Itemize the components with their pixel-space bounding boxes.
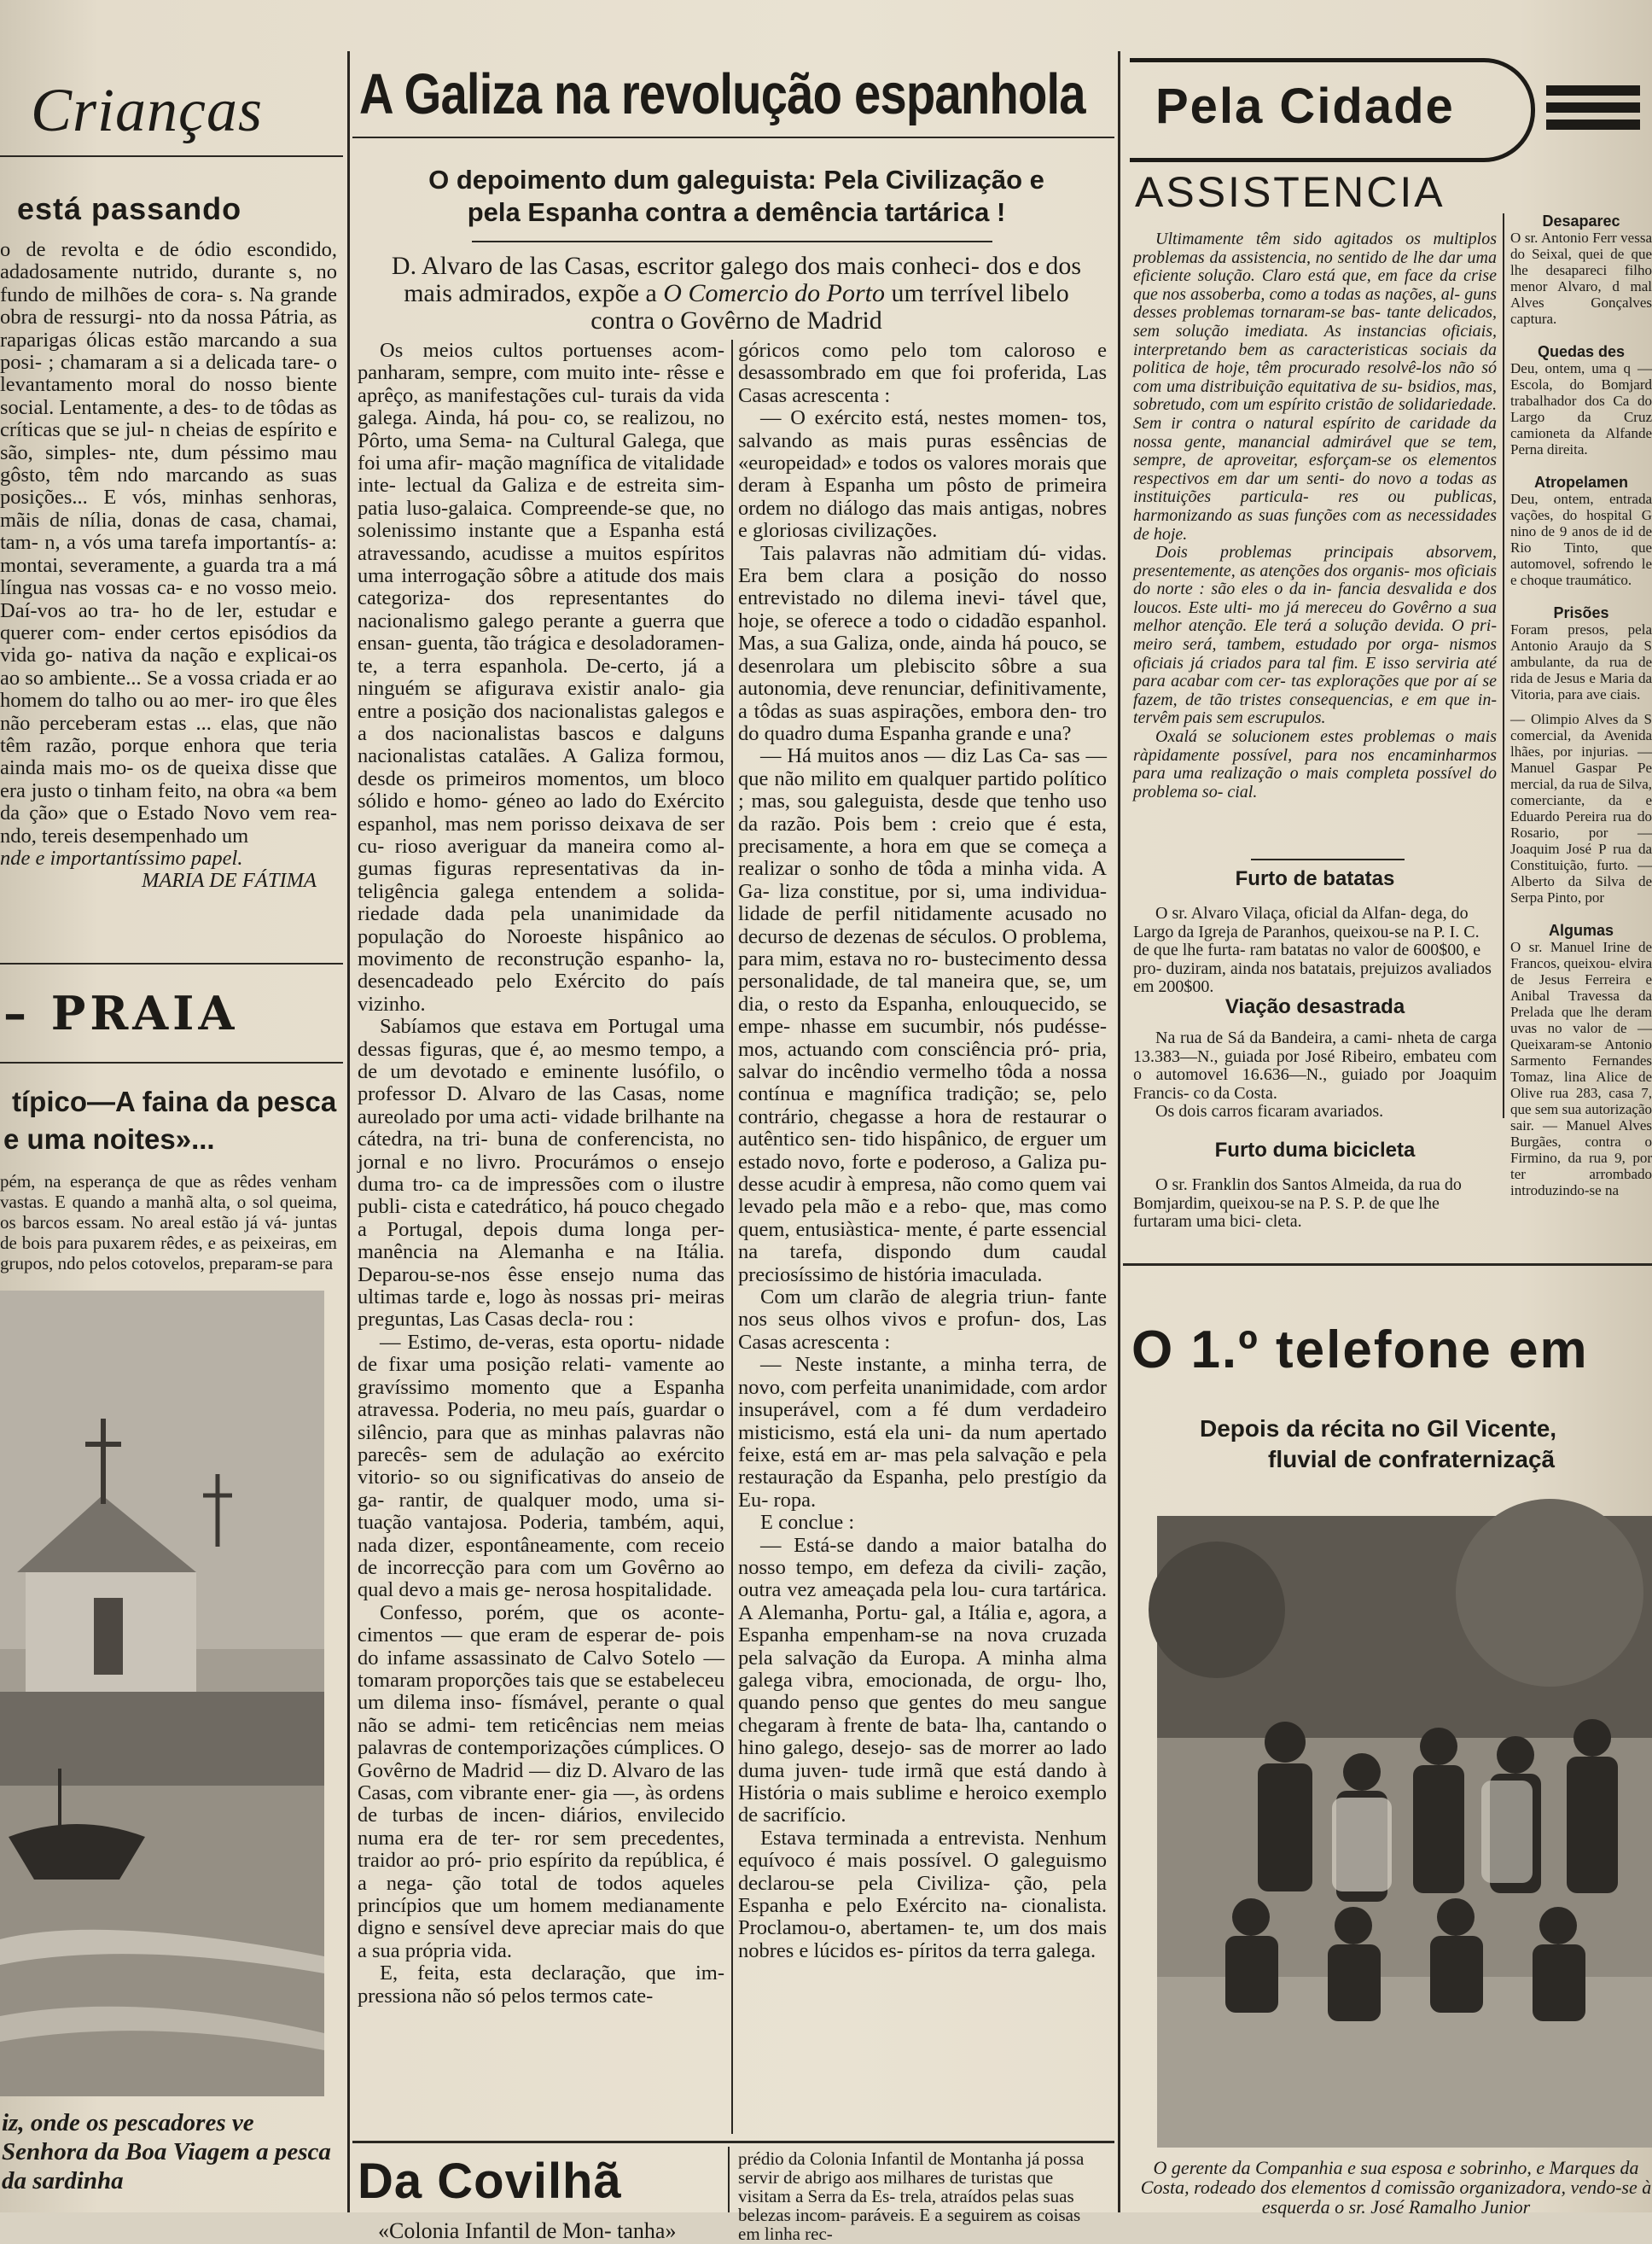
brief-2 [1510, 344, 1652, 458]
brief-6 [1510, 923, 1652, 1198]
brief-3 [1510, 475, 1652, 588]
pela-cidade-banner [1130, 58, 1535, 162]
brief-6-title: Algumas [1548, 922, 1614, 939]
covilha-body: prédio da Colonia Infantil de Montanha já possa servir de abrigo aos milhares de turistas que visitam a Serra da Es- trela, atraídos pelas suas belezas incom- paráveis. E a seguirem as coisas em linha rec- [738, 2148, 1085, 2244]
galiza-col-2 [738, 340, 1107, 1962]
assistencia-body: Ultimamente têm sido agitados os multiplos problemas da assistencia, no sentido de lhe dar uma eficiente solução. Claro está que, em face da crise que nos assoberba, como a todas as nações, al- guns desses problemas tornaram-se bas- tante delicados, sem solução imediata. As instancias oficiais, interpretando bem as caracteristicas sociais da politica de hoje, têm procurado resolvê-los não só com uma distribuição equitativa de su- bsidios, mas, sobretudo, com um espírito cristão de solidariedade. Sem ir contra o natural espírito de caridade da nossa gente, manancial admirável que se tem, sempre, de aproveitar, esforçam-se os elementos respectivos em dar um senti- do novo a todas as instituições particula- res ou publicas, harmonizando as suas funções com as necessidades de hoje. [1133, 230, 1497, 544]
covilha-title: Da Covilhã [358, 2154, 622, 2209]
praia-photo-caption: iz, onde os pescadores ve Senhora da Boa Viagem a pesca da sardinha [2, 2109, 331, 2194]
brief-4 [1510, 605, 1652, 702]
galiza-c1-p1: Os meios cultos portuenses acom- panharam, sempre, com muito inte- rêsse e aprêço, as manifestações cul- turais da vida galega. Ainda, há pou- co, se realizou, no Pôrto, uma Sema- na Cultural Galega, que foi uma afir- mação magnífica de vitalidade inte- lectual da Galiza e de estreita sim- patia luso-galaica. Compreende-se que, no solenissimo instante que a Espanha está atravessando, acudisse a muitos espíritos uma interrogação sôbre a atitude dos mais categoriza- dos representantes do nacionalismo galego perante a guerra que ensan- guenta, tão trágica e desoladoramen- te, a terra espanhola. De-certo, já a ninguém se afigurava existir analo- gia entre a posição dos nacionalistas galegos e a dos nacionalistas bascos e dalguns nacionalistas catalães. A Galiza formou, desde os primeiros momentos, um bloco sólido e homo- géneo ao lado do Exército espanhol, mas nem porisso deixava de ser cu- rioso averiguar da maneira como al- gumas figuras representativas da in- teligência galega entendem a solida- riedade dada pela unanimidade da população do Noroeste hispânico ao movimento de reconstrução espanho- la, desencadeado pelo Exército do país vizinho. [358, 339, 724, 1016]
telefone-subtitle-1: Depois da récita no Gil Vicente, [1200, 1415, 1557, 1442]
galiza-c1-p4: Confesso, porém, que os aconte- cimentos — que eram de esperar de- pois do infame assassinato de Calvo Sotelo — tomaram proporções tais que se estabeleceu um dilema inso- físmável, perante o qual não se admi- tem reticências nem meias palavras de contemporizações cúmplices. O Govêrno de Madrid — diz D. Alvaro de las Casas, com vibrante ener- gia —, às ordens de turbas de incen- diários, envilecido numa era de ter- ror sem precedentes, traidor ao pró- prio espírito da república, é a nega- ção total de todos aqueles princípios que um homem medianamente digno e sensível deve apreciar mais do que a sua própria vida. [358, 1600, 724, 1962]
galiza-intro-b: um terrível libelo contra o Govêrno de Madrid [590, 279, 1069, 335]
galiza-intro [369, 253, 1103, 335]
galiza-c2-p1: góricos como pelo tom caloroso e desassombrado em que foi proferida, Las Casas acrescenta : [738, 339, 1107, 407]
praia-subtitle-1: típico—A faina da pesca [12, 1086, 337, 1117]
group-photo-image [1157, 1516, 1652, 2148]
left-column [0, 0, 343, 2212]
galiza-deck: O depoimento dum galeguista: Pela Civilização e pela Espanha contra a demência tartárica ! [428, 165, 1044, 227]
bicicleta-title: Furto duma bicicleta [1214, 1139, 1416, 1162]
praia-body: pém, na esperança de que as rêdes venham vastas. E quando a manhã alta, o sol queima, os barcos essam. No areal estão já vá- juntas de bois para puxarem rêdes, e as peixeiras, em grupos, ndo pelos cotovelos, preparam-se para [0, 1171, 337, 1274]
telefone-subtitle-2: fluvial de confraternizaçã [1268, 1446, 1556, 1472]
bicicleta-body: O sr. Franklin dos Santos Almeida, da rua do Bomjardim, queixou-se na P. S. P. de que lhe furtaram uma bici- cleta. [1133, 1175, 1462, 1232]
assistencia-article [1133, 230, 1497, 801]
criancas-body: o de revolta e de ódio escondido, adadosamente nutrido, durante s, no fundo de milhões de cora- s. Na grande obra de ressurgi- nto da nossa Pátria, as raparigas ólicas estão marcando a sua posi- ; chamaram a si a delicada tare- o levantamento moral do nosso biente social. Lentamente, a des- to de tôdas as críticas que se jul- n cheias de espírito e são, simples- nte, dum péssimo mau gôsto, têm ndo marcando as suas posições... E vós, minhas senhoras, mãis de nília, donas de casa, chamai, tam- n, a vós uma tarefa importantís- a: montai, severamente, a guarda tra a má língua nas vossas ca- e no vosso meio. Daí-vos ao tra- ho de ler, estudar e querer com- ender certos episódios da vida go- nativa da nação e explicai-os ao so ambiente... Se a vossa criada er ao homem do talho ou ao mer- iro que êles não perceberam estas ... elas, que não têm razão, porque enhora que teria ainda mais mo- os de queixa disse que era justo o tinham feito, na obra «a bem da ção» que o Estado Novo vem rea- ndo, tereis desempenhado um [0, 238, 337, 848]
edge-briefs [1510, 213, 1652, 1212]
pela-cidade-title: Pela Cidade [1155, 79, 1455, 134]
galiza-c2-p7: E conclue : [760, 1511, 855, 1535]
galiza-c1-p2: Sabíamos que estava em Portugal uma dessas figuras, que é, ao mesmo tempo, a de um devotado e eminente lusófilo, o professor D. Alvaro de las Casas, nome aureolado por uma acti- vidade brilhante na cátedra, na tri- buna de conferencista, no jornal e no livro. Procurámos o ensejo duma tro- ca de impressões com o ilustre publi- cista e catedrático, há pouco chegado a Portugal, depois duma longa per- manência na Alemanha e na Itália. Deparou-se-nos êsse ensejo numa das ultimas tarde e, logo às nossas pri- meiras preguntas, Las Casas decla- rou : [358, 1015, 724, 1332]
brief-4-title: Prisões [1553, 604, 1609, 621]
galiza-c2-p8: — Está-se dando a maior batalha do nosso tempo, em defeza da civili- zação, outra vez ameaçada pela lou- cura tartárica. A Alemanha, Portu- gal, a Itália e, agora, a Espanha empenham-se na nova cruzada pela salvação da Europa. A minha alma galega vibra, emocionada, de orgu- lho, quando penso que gentes do meu sangue chegaram à frente de bata- lha, cantando o hino galego, desejo- sas de morrer ao lado duma juven- tude irmã que está dando à História o mais sublime e heroico exemplo de sacrifício. [738, 1533, 1107, 1827]
brief-2-body: Deu, ontem, uma q —Escola, do Bomjard trabalhador dos Ca do Largo da Cruz camioneta da Alfande Perna direita. [1510, 360, 1652, 458]
galiza-col-1 [358, 340, 724, 2008]
assistencia-title: ASSISTENCIA [1135, 168, 1446, 216]
group-photo [1157, 1516, 1652, 2148]
brief-1-body: O sr. Antonio Ferr vessa do Seixal, quei de que lhe desapareci filho menor Alvaro, d mal Alves Gonçalves captura. [1510, 230, 1652, 327]
brief-5-body: — Olimpio Alves da S comercial, da Avenida lhães, por injurias. — Manuel Gaspar Pe mercial, da rua de Silva, comerciante, da e Eduardo Pereira rua do Rosario, por — Joaquim José P rua da Constituição, furto. — Alberto da Silva de Serpa Pinto, por [1510, 711, 1652, 906]
galiza-c2-p5: Com um clarão de alegria triun- fante nos seus olhos vivos e profun- dos, Las Casas acrescenta : [738, 1285, 1107, 1354]
chapel-beach-photo [0, 1291, 324, 2096]
praia-article [0, 1171, 337, 1274]
brief-3-body: Deu, ontem, entrada vações, do hospital G nino de 9 anos de id de Rio Tinto, que automovel, sofrendo le e choque traumático. [1510, 491, 1652, 588]
galiza-c2-p3: Tais palavras não admitiam dú- vidas. Era bem clara a posição do nosso entrevistado no dilema inevi- tável que, hoje, se oferece a todo o cidadão espanhol. Mas, a sua Galiza, onde, ainda há pouco, se desenrolara um plebiscito sôbre a sua autonomia, deve renunciar, definitivamente, a tôdas as suas aspirações, embora den- tro do quadro duma Espanha grande e una? [738, 541, 1107, 745]
covilha-subtitle: «Colonia Infantil de Mon- tanha» [378, 2218, 677, 2243]
galiza-c2-p2: — O exército está, nestes momen- tos, salvando as mais puras essências de «europeidad» e todos os valores morais que deram à Espanha um pôsto de primeira ordem no diálogo das mais antigas, nobres e gloriosas civilizações. [738, 406, 1107, 543]
praia-heading: – PRAIA [3, 986, 239, 1040]
brief-1 [1510, 213, 1652, 327]
brief-4-body: Foram presos, pela Antonio Araujo da S ambulante, da rua de rida de Jesus e Maria da Vitoria, para ave ciais. [1510, 621, 1652, 702]
assistencia-body-2: Dois problemas principais absorvem, presentemente, as atenções dos organis- mos oficiais do norte : são eles o da in- fancia desvalida e dos loucos. Este ulti- mo já mereceu do Govêrno a sua melhor atenção. Ele terá a solução devida. O pri- meiro será, tambem, estudado por orga- nismos oficiais já criados para tal fim. E isso serviria até para acabar com cer- tas explorações que por aí se fazem, de tão tristes consequencias, e em que in- tervêm pais sem escrupulos. [1133, 543, 1497, 728]
brief-1-title: Desaparec [1542, 213, 1620, 230]
viacao-body: Na rua de Sá da Bandeira, a cami- nheta de carga 13.383—N., guiada por José Ribeiro, embateu com o automovel 16.636—N., guiado por Joaquim Francis- co da Costa. [1133, 1029, 1497, 1103]
galiza-c2-p4: — Há muitos anos — diz Las Ca- sas — que não milito em qualquer partido político ; mas, sou galeguista, desde que tenho uso da razão. Pois bem : creio que é esta, precisamente, a hora em que se começa a realizar o sonho de tôda a minha vida. A Ga- liza constitue, por si, uma individua- lidade de perfil nitidamente acusado no decurso de dezenas de séculos. O problema, para mim, estava no ro- bustecimento dessa personalidade, de tal maneira que, se, um dia, o resto da Espanha, enlouquecido, se empe- nhasse em sucumbir, nós pudésse- mos, actuando com consciência pró- pria, salvar do incêndio vermelho tôda a nossa contínua e magnífica tradição; se, pelo contrário, chegasse a hora de restaurar o autêntico sen- tido hispânico, de erguer um estado novo, forte e poderoso, a Galiza pu- desse acudir à empresa, não como quem vai levado pela mão e a rebo- que, mas como quem, entusiàstica- mente, é parte essencial na tarefa, dispondo dum caudal preciosíssimo de história imaculada. [738, 744, 1107, 1286]
group-photo-caption: O gerente da Companhia e sua esposa e sobrinho, e Marques da Costa, rodeado dos elementos d comissão organizadora, vendo-se à esquerda o sr. José Ramalho Junior [1140, 2157, 1652, 2218]
viacao-article [1133, 1029, 1497, 1122]
galiza-headline: A Galiza na revolução espanhola [359, 62, 1085, 126]
criancas-heading: Crianças [31, 76, 264, 144]
middle-column [352, 51, 1114, 2244]
telefone-title: O 1.º telefone em [1131, 1320, 1589, 1379]
brief-6-body: O sr. Manuel Irine de Francos, queixou- elvira de Jesus Ferreira e Anibal Travessa da Prelada que lhe deram uvas no valor de — Queixaram-se Antonio Sarmento Fernandes Tomaz, lina Alice de Olive rua 283, casa 7, que sem sua autorização sair. — Manuel Alves Burgães, contra o Firmino, da rua 9, por ter arrombado introduzindo-se na [1510, 939, 1652, 1198]
criancas-article [0, 239, 337, 893]
furto-batatas-title: Furto de batatas [1235, 867, 1395, 890]
viacao-title: Viação desastrada [1224, 995, 1405, 1018]
galiza-c1-p3: — Estimo, de-veras, esta oportu- nidade de fixar uma posição relati- vamente ao gravíssimo momento que a Espanha atravessa. Poderia, no meu país, guardar o silêncio, para que as minhas palavras não parecês- sem de adulação ao exército vitorio- so ou significativas do anseio de ga- rantir, de qualquer modo, uma si- tuação vantajosa. Poderia, também, aqui, nada dizer, espontâneamente, com receio de incorrecção para com um Govêrno ao qual devo a mais ge- nerosa hospitalidade. [358, 1330, 724, 1602]
galiza-intro-a: D. Alvaro de las Casas, escritor galego dos mais conheci- dos e dos mais admirados, expõe a [391, 252, 1082, 307]
brief-2-title: Quedas des [1537, 343, 1626, 360]
criancas-body-end: nde e importantíssimo papel. [0, 846, 243, 870]
praia-subtitle-2: e uma noites»... [3, 1123, 215, 1155]
galiza-c2-p9: Estava terminada a entrevista. Nenhum equívoco é mais possível. O galeguismo declarou-se pela Civiliza- ção, pela Espanha e pelo Exército na- cionalista. Proclamou-o, abertamen- te, um dos mais nobres e lúcidos es- píritos da terra galega. [738, 1826, 1107, 1962]
galiza-c2-p6: — Neste instante, a minha terra, de novo, com perfeita unanimidade, com ardor insuperável, com a fé dum verdadeiro misticismo, está ela uni- da num apertado feixe, está em ar- mas pela salvação e pela restauração da Espanha, pelo prestígio da Eu- ropa. [738, 1353, 1107, 1512]
criancas-subheading: está passando [17, 191, 242, 226]
criancas-signature: MARIA DE FÁTIMA [141, 869, 317, 893]
brief-3-title: Atropelamen [1533, 474, 1629, 491]
furto-batatas-body: O sr. Alvaro Vilaça, oficial da Alfan- dega, do Largo da Igreja de Paranhos, queixou-se na P. I. C. de que lhe furta- ram batatas no valor de 600$00, e pro- duziram, ainda nos batatais, prejuizos avaliados em 200$00. [1133, 904, 1492, 997]
viacao-body-2: Os dois carros ficaram avariados. [1155, 1102, 1384, 1122]
galiza-c1-p5: E, feita, esta declaração, que im- pressiona não só pelos termos cate- [358, 1961, 724, 2008]
assistencia-body-3: Oxalá se solucionem estes problemas o mais ràpidamente possível, para nos encaminharmos para uma realização o mais completa possível do problema so- cial. [1133, 727, 1497, 801]
pela-cidade-bars [1546, 85, 1640, 130]
chapel-scene-image [0, 1291, 324, 2096]
right-column [1123, 51, 1652, 2218]
brief-5 [1510, 711, 1652, 906]
galiza-intro-paper: O Comercio do Porto [663, 279, 885, 307]
